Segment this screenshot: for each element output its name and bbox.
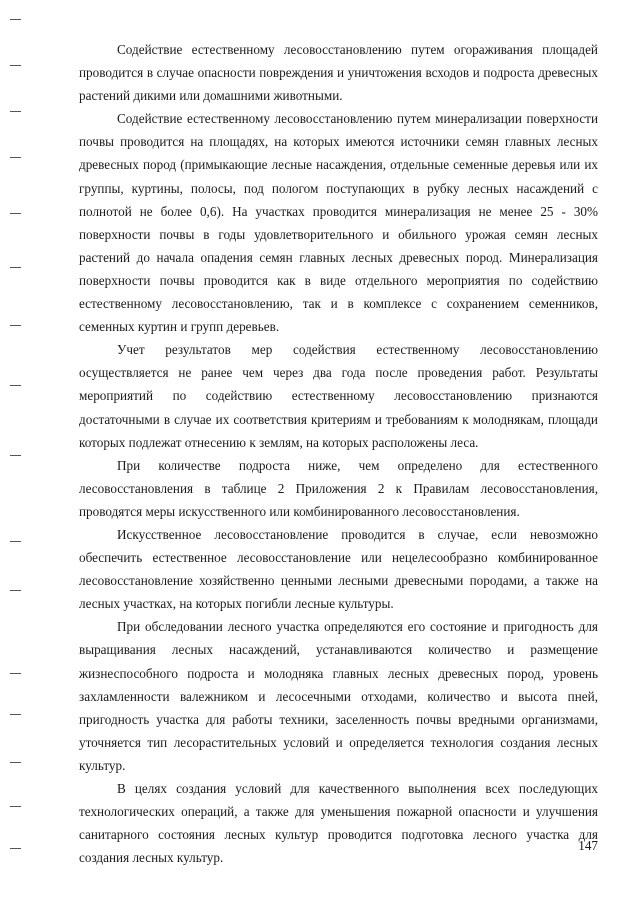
margin-tick (10, 385, 21, 386)
page-number: 147 (578, 838, 598, 853)
paragraph-fencing: Содействие естественному лесовосстановлению путем огораживания площадей проводится в случае опасности повреждения и уничтожения всходов и подроста древесных растений дикими или домашними животными. (79, 42, 598, 104)
margin-tick (10, 19, 21, 20)
margin-tick (10, 65, 21, 66)
margin-tick (10, 714, 21, 715)
paragraph-site-survey: При обследовании лесного участка определяются его состояние и пригодность для выращивания лесных насаждений, устанавливаются количество и размещение жизнеспособного подроста и молодняка главных лесных древесных пород, уровень захламленности валежником и лесосечными отходами, количество и высота пней, пригодность участка для работы техники, заселенность почвы вредными организмами, уточняется тип лесорастительных условий и определяется технология создания лесных культур. (79, 619, 598, 773)
margin-tick (10, 673, 21, 674)
paragraph-soil-mineralization: Содействие естественному лесовосстановлению путем минерализации поверхности почвы проводится на площадях, на которых имеются источники семян главных лесных древесных пород (примыкающие лесные насаждения, отдельные семенные деревья или их группы, куртины, полосы, под пологом поступающих в рубку лесных насаждений с полнотой не более 0,6). На участках проводится минерализация не менее 25 - 30% поверхности почвы в годы удовлетворительного и обильного урожая семян лесных растений до начала опадения семян главных лесных древесных пород. Минерализация поверхности почвы проводится как в виде отдельного мероприятия по содействию естественному лесовосстановлению, так и в комплексе с сохранением семенников, семенных куртин и групп деревьев. (79, 111, 598, 335)
margin-tick (10, 213, 21, 214)
paragraph-results-accounting: Учет результатов мер содействия естественному лесовосстановлению осуществляется не ранее чем через два года после проведения работ. Результаты мероприятий по содействию естественному лесовосстановлению признаются достаточными в случае их соответствия критериям и требованиям к молоднякам, площади которых подлежат отнесению к землям, на которых расположены леса. (79, 342, 598, 450)
margin-tick (10, 267, 21, 268)
margin-tick (10, 157, 21, 158)
paragraph-site-preparation: В целях создания условий для качественного выполнения всех последующих технологических операций, а также для уменьшения пожарной опасности и улучшения санитарного состояния лесных культур проводится подготовка лесного участка для создания лесных культур. (79, 781, 598, 866)
paragraph-insufficient-undergrowth: При количестве подроста ниже, чем определено для естественного лесовосстановления в таблице 2 Приложения 2 к Правилам лесовосстановления, проводятся меры искусственного или комбинированного лесовосстановления. (79, 457, 598, 519)
margin-tick (10, 806, 21, 807)
paragraph-artificial-reforestation: Искусственное лесовосстановление проводится в случае, если невозможно обеспечить естественное лесовосстановление или нецелесообразно комбинированное лесовосстановление хозяйственно ценными лесными древесными породами, а также на лесных участках, на которых погибли лесные культуры. (79, 526, 598, 612)
page-body (79, 38, 598, 869)
margin-tick (10, 325, 21, 326)
margin-tick (10, 848, 21, 849)
margin-tick (10, 541, 21, 542)
margin-tick (10, 762, 21, 763)
margin-tick-marks (10, 0, 22, 905)
margin-tick (10, 590, 21, 591)
margin-tick (10, 111, 21, 112)
margin-tick (10, 455, 21, 456)
